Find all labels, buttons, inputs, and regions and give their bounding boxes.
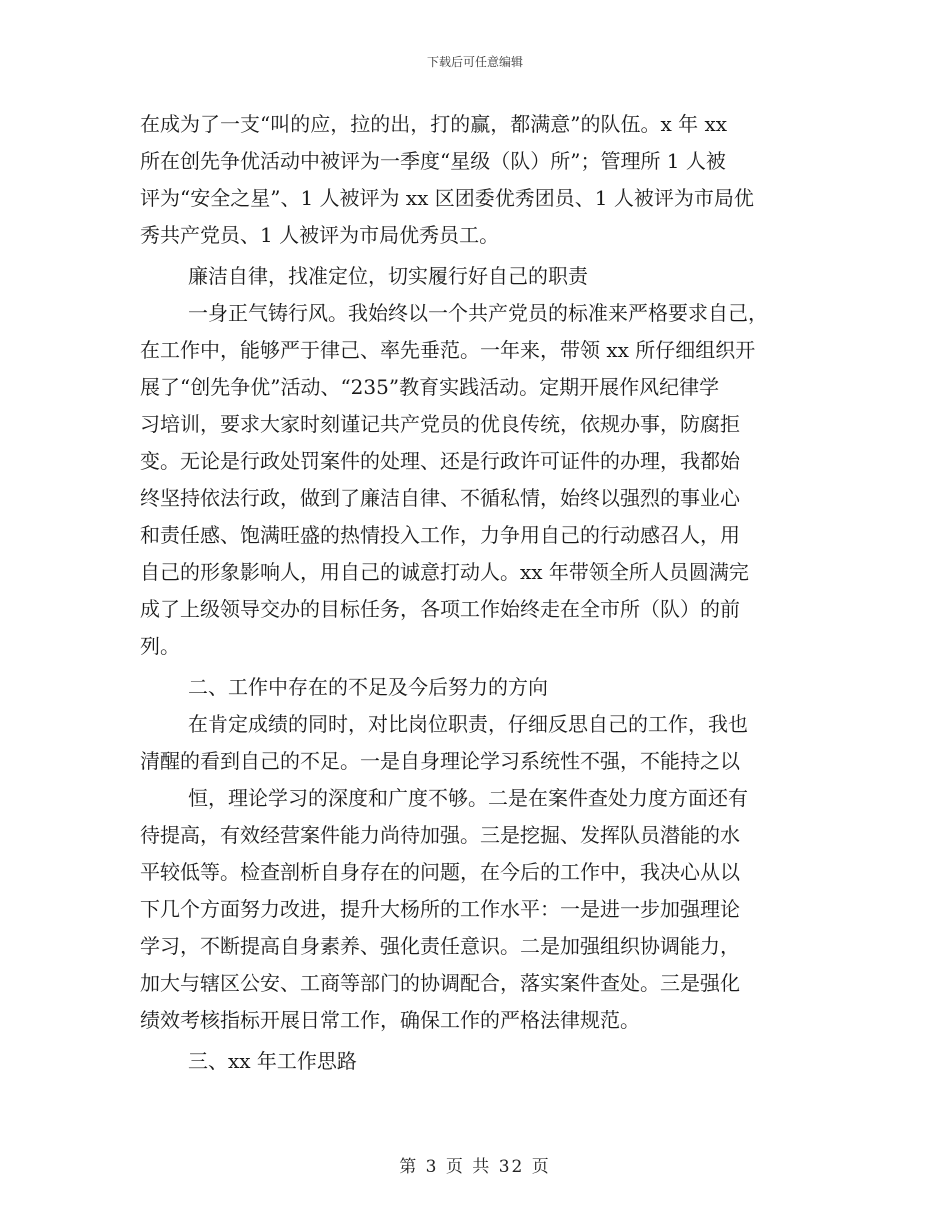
- text-line: 习培训，要求大家时刻谨记共产党员的优良传统，依规办事，防腐拒: [140, 412, 740, 436]
- section-heading: 廉洁自律，找准定位，切实履行好自己的职责: [188, 264, 588, 288]
- text-line: 下几个方面努力改进，提升大杨所的工作水平：一是进一步加强理论: [140, 897, 740, 921]
- text-line: 绩效考核指标开展日常工作，确保工作的严格法律规范。: [140, 1008, 640, 1032]
- text-line: 加大与辖区公安、工商等部门的协调配合，落实案件查处。三是强化: [140, 971, 740, 995]
- text-line: 评为“安全之星”、1 人被评为 xx 区团委优秀团员、1 人被评为市局优: [140, 186, 754, 210]
- text-line: 清醒的看到自己的不足。一是自身理论学习系统性不强，不能持之以: [140, 749, 740, 773]
- text-line: 秀共产党员、1 人被评为市局优秀员工。: [140, 223, 500, 247]
- text-line: 展了“创先争优”活动、“235”教育实践活动。定期开展作风纪律学: [140, 375, 720, 399]
- text-line: 成了上级领导交办的目标任务，各项工作始终走在全市所（队）的前: [140, 597, 740, 621]
- text-line: 变。无论是行政处罚案件的处理、还是行政许可证件的办理，我都始: [140, 449, 740, 473]
- text-line: 终坚持依法行政，做到了廉洁自律、不循私情，始终以强烈的事业心: [140, 486, 740, 510]
- section-heading: 三、xx 年工作思路: [188, 1049, 357, 1073]
- text-line: 在肯定成绩的同时，对比岗位职责，仔细反思自己的工作，我也: [188, 712, 748, 736]
- section-heading: 二、工作中存在的不足及今后努力的方向: [188, 675, 548, 699]
- text-line: 和责任感、饱满旺盛的热情投入工作，力争用自己的行动感召人，用: [140, 523, 740, 547]
- page-number: 第 3 页 共 32 页: [399, 1157, 551, 1177]
- text-line: 列。: [140, 634, 180, 658]
- text-line: 在工作中，能够严于律己、率先垂范。一年来，带领 xx 所仔细组织开: [140, 338, 756, 362]
- text-line: 待提高，有效经营案件能力尚待加强。三是挖掘、发挥队员潜能的水: [140, 823, 740, 847]
- text-line: 一身正气铸行风。我始终以一个共产党员的标准来严格要求自己，: [188, 301, 768, 325]
- text-line: 所在创先争优活动中被评为一季度“星级（队）所”；管理所 1 人被: [140, 149, 726, 173]
- text-line: 学习，不断提高自身素养、强化责任意识。二是加强组织协调能力，: [140, 934, 740, 958]
- document-body: [140, 106, 812, 1080]
- text-line: 恒，理论学习的深度和广度不够。二是在案件查处力度方面还有: [188, 786, 748, 810]
- text-line: 自己的形象影响人，用自己的诚意打动人。xx 年带领全所人员圆满完: [140, 560, 749, 584]
- text-line: 平较低等。检查剖析自身存在的问题，在今后的工作中，我决心从以: [140, 860, 740, 884]
- header-note: 下载后可任意编辑: [426, 55, 523, 69]
- text-line: 在成为了一支“叫的应，拉的出，打的赢，都满意”的队伍。x 年 xx: [140, 112, 728, 136]
